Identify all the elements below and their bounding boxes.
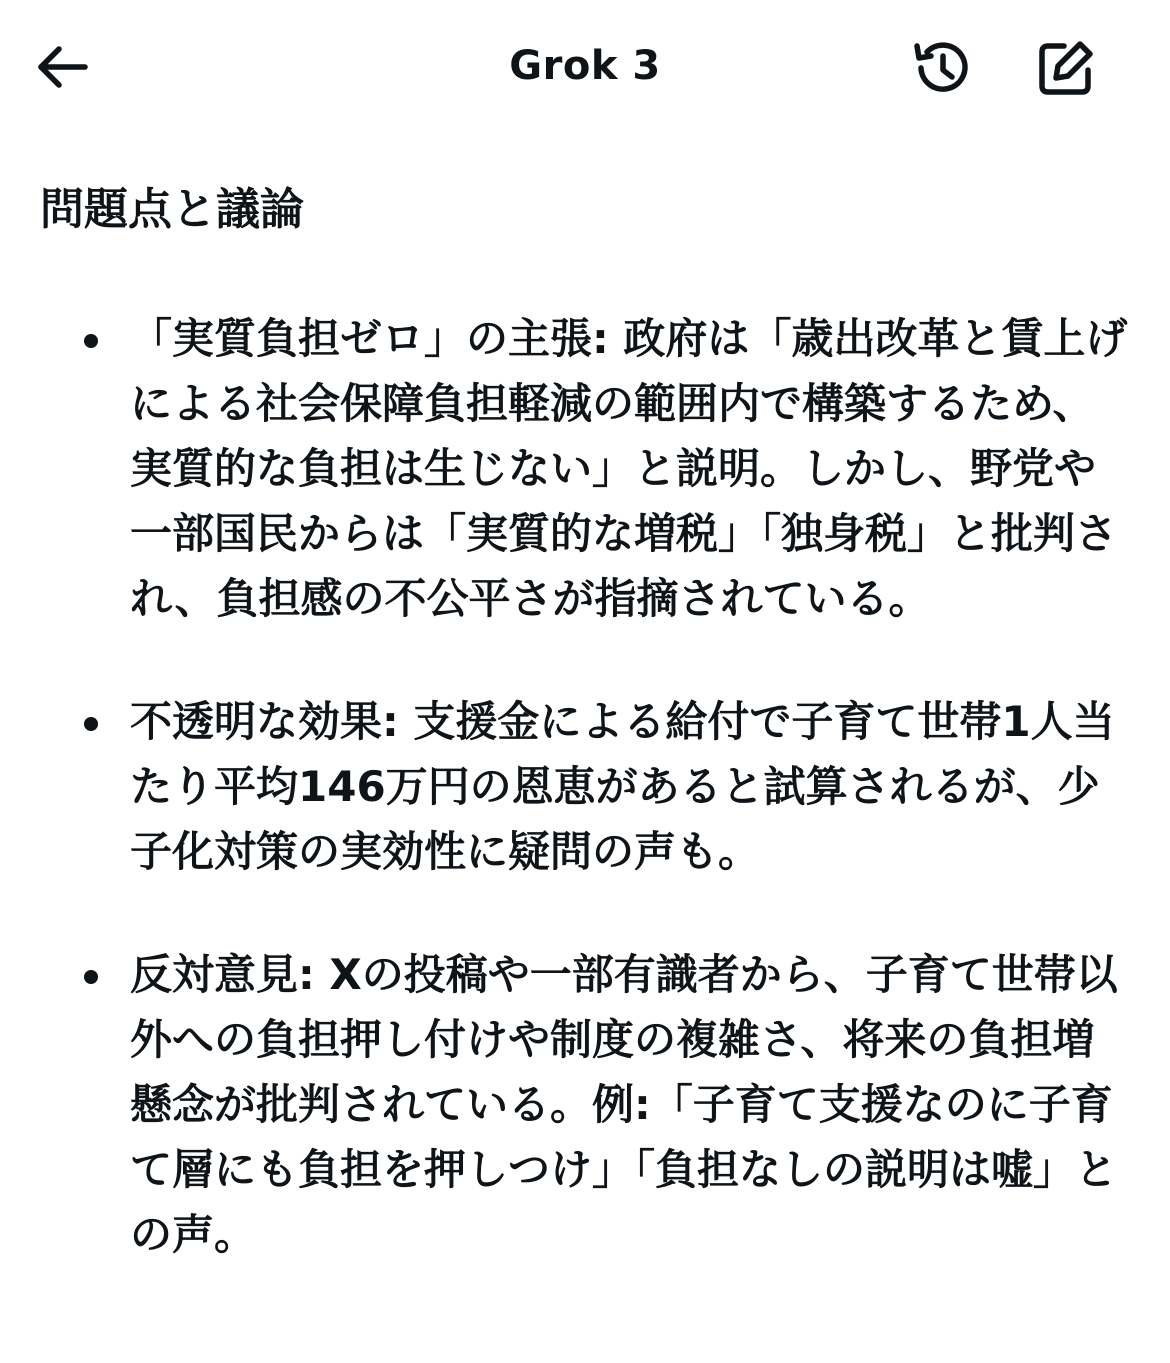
issue-list [40,306,1130,1325]
item-text: 政府は「歳出改革と賃上げによる社会保障負担軽減の範囲内で構築するため、実質的な負担は生じない」と説明。しかし、野党や一部国民からは「実質的な増税」「独身税」と批判され、負担感の不公平さが指摘されている。 [130,314,1128,623]
page-title: Grok 3 [509,43,661,89]
compose-icon [1034,36,1098,100]
compose-button[interactable] [1030,32,1102,104]
history-button[interactable] [905,32,977,104]
top-bar [0,0,1170,132]
bullet-icon [84,717,98,731]
history-icon [909,36,973,100]
item-term: 「実質負担ゼロ」の主張: [130,314,609,363]
item-text: Xの投稿や一部有識者から、子育て世帯以外への負担押し付けや制度の複雑さ、将来の負担増懸念が批判されている。例:「子育て支援なのに子育て層にも負担を押しつけ」「負担なしの説明は嘘」との声。 [130,950,1118,1259]
bullet-icon [84,970,98,984]
item-term: 反対意見: [130,950,315,999]
list-item [40,306,1130,631]
list-item [40,689,1130,884]
bullet-icon [84,334,98,348]
section-heading: 問題点と議論 [40,184,304,235]
item-term: 不透明な効果: [130,697,399,746]
item-text: 支援金による給付で子育て世帯1人当たり平均146万円の恩恵があると試算されるが、少子化対策の実効性に疑問の声も。 [130,697,1115,876]
list-item [40,942,1130,1267]
message-content [40,178,1130,1259]
